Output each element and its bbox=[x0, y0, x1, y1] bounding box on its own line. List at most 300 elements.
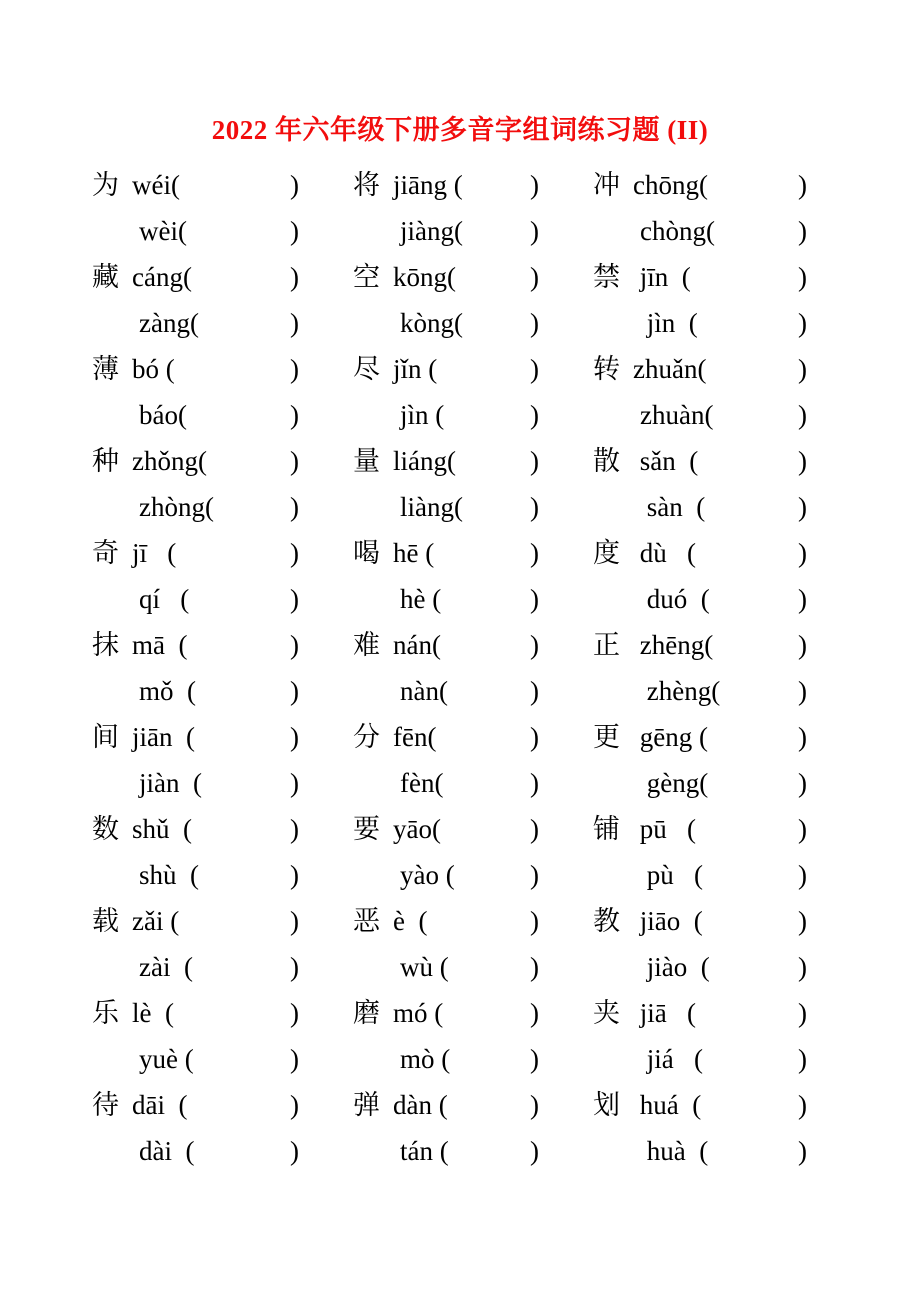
polyphone-entry bbox=[92, 162, 299, 254]
hanzi-character: 划 bbox=[593, 1090, 620, 1120]
hanzi-character: 乐 bbox=[92, 998, 119, 1028]
pinyin-reading-2: hè ( bbox=[400, 584, 442, 614]
answer-blank-1[interactable] bbox=[174, 996, 290, 1030]
hanzi-character: 数 bbox=[92, 814, 119, 844]
pinyin-reading-1: mā ( bbox=[132, 630, 188, 660]
pinyin-reading-2: shù ( bbox=[139, 860, 199, 890]
close-paren-2: ) bbox=[798, 308, 807, 338]
close-paren-1: ) bbox=[530, 446, 539, 476]
answer-blank-1[interactable] bbox=[463, 168, 530, 202]
pinyin-reading-2: wù ( bbox=[400, 952, 449, 982]
hanzi-character: 正 bbox=[593, 630, 620, 660]
hanzi-character: 将 bbox=[353, 170, 380, 200]
hanzi-character: 禁 bbox=[593, 262, 620, 292]
entry-line-2 bbox=[92, 484, 299, 530]
close-paren-1: ) bbox=[530, 722, 539, 752]
close-paren-1: ) bbox=[798, 1090, 807, 1120]
close-paren-2: ) bbox=[798, 952, 807, 982]
answer-blank-2[interactable] bbox=[713, 398, 798, 432]
entry-line-1 bbox=[353, 990, 539, 1036]
pinyin-reading-2: liàng( bbox=[400, 492, 463, 522]
answer-blank-2[interactable] bbox=[193, 950, 290, 984]
entry-line-2 bbox=[593, 392, 807, 438]
pinyin-reading-1: zǎi ( bbox=[132, 906, 180, 936]
pinyin-reading-1: kōng( bbox=[393, 262, 456, 292]
close-paren-1: ) bbox=[290, 170, 299, 200]
close-paren-1: ) bbox=[290, 262, 299, 292]
entry-line-1 bbox=[593, 438, 807, 484]
answer-blank-1[interactable] bbox=[708, 168, 798, 202]
close-paren-2: ) bbox=[290, 952, 299, 982]
hanzi-character: 度 bbox=[593, 538, 620, 568]
pinyin-reading-1: chōng( bbox=[633, 170, 708, 200]
polyphone-entry bbox=[593, 898, 807, 990]
answer-blank-1[interactable] bbox=[706, 352, 798, 386]
polyphone-entry bbox=[92, 530, 299, 622]
close-paren-2: ) bbox=[290, 768, 299, 798]
hanzi-character: 恶 bbox=[353, 906, 380, 936]
answer-blank-1[interactable] bbox=[427, 904, 530, 938]
answer-blank-1[interactable] bbox=[696, 536, 798, 570]
entry-line-2 bbox=[353, 852, 539, 898]
answer-blank-1[interactable] bbox=[698, 444, 798, 478]
hanzi-character: 待 bbox=[92, 1090, 119, 1120]
entry-line-1 bbox=[353, 530, 539, 576]
entry-line-2 bbox=[593, 1128, 807, 1174]
pinyin-reading-1: sǎn ( bbox=[633, 446, 699, 476]
close-paren-1: ) bbox=[530, 630, 539, 660]
exercise-grid bbox=[0, 162, 920, 1174]
answer-blank-2[interactable] bbox=[214, 490, 290, 524]
answer-blank-1[interactable] bbox=[179, 904, 290, 938]
hanzi-character: 种 bbox=[92, 446, 119, 476]
pinyin-reading-2: zhuàn( bbox=[640, 400, 714, 430]
entry-line-2 bbox=[353, 760, 539, 806]
hanzi-character: 为 bbox=[92, 170, 119, 200]
close-paren-2: ) bbox=[290, 676, 299, 706]
answer-blank-2[interactable] bbox=[703, 1042, 798, 1076]
polyphone-entry bbox=[593, 162, 807, 254]
entry-line-1 bbox=[92, 990, 299, 1036]
answer-blank-2[interactable] bbox=[202, 766, 290, 800]
entry-line-2 bbox=[353, 392, 539, 438]
hanzi-character: 藏 bbox=[92, 262, 119, 292]
answer-blank-2[interactable] bbox=[194, 1134, 290, 1168]
pinyin-reading-1: jiāo ( bbox=[633, 906, 703, 936]
close-paren-2: ) bbox=[798, 860, 807, 890]
answer-blank-2[interactable] bbox=[194, 1042, 290, 1076]
entry-line-1 bbox=[353, 622, 539, 668]
answer-blank-2[interactable] bbox=[449, 950, 530, 984]
polyphone-entry bbox=[92, 898, 299, 990]
polyphone-entry bbox=[353, 162, 539, 254]
entry-line-2 bbox=[353, 300, 539, 346]
answer-blank-2[interactable] bbox=[199, 306, 290, 340]
polyphone-entry bbox=[593, 530, 807, 622]
close-paren-2: ) bbox=[530, 1136, 539, 1166]
answer-blank-2[interactable] bbox=[463, 490, 530, 524]
pinyin-reading-1: gēng ( bbox=[633, 722, 708, 752]
entry-line-2 bbox=[593, 760, 807, 806]
pinyin-reading-2: pù ( bbox=[640, 860, 703, 890]
pinyin-reading-1: lè ( bbox=[132, 998, 174, 1028]
close-paren-1: ) bbox=[798, 446, 807, 476]
pinyin-reading-2: chòng( bbox=[640, 216, 715, 246]
answer-blank-2[interactable] bbox=[199, 858, 290, 892]
polyphone-entry bbox=[92, 1082, 299, 1174]
entry-line-1 bbox=[92, 622, 299, 668]
close-paren-2: ) bbox=[798, 768, 807, 798]
entry-line-1 bbox=[593, 806, 807, 852]
pinyin-reading-1: jī ( bbox=[132, 538, 177, 568]
polyphone-entry bbox=[92, 254, 299, 346]
close-paren-2: ) bbox=[798, 216, 807, 246]
pinyin-reading-2: yuè ( bbox=[139, 1044, 194, 1074]
polyphone-entry bbox=[593, 990, 807, 1082]
answer-blank-2[interactable] bbox=[189, 582, 290, 616]
close-paren-1: ) bbox=[290, 630, 299, 660]
close-paren-2: ) bbox=[798, 584, 807, 614]
entry-line-1 bbox=[353, 898, 539, 944]
answer-blank-1[interactable] bbox=[456, 444, 530, 478]
answer-blank-2[interactable] bbox=[444, 398, 530, 432]
polyphone-entry bbox=[92, 990, 299, 1082]
hanzi-character: 分 bbox=[353, 722, 380, 752]
hanzi-character: 磨 bbox=[353, 998, 380, 1028]
hanzi-character: 量 bbox=[353, 446, 380, 476]
entry-line-2 bbox=[92, 1036, 299, 1082]
hanzi-character: 散 bbox=[593, 446, 620, 476]
pinyin-reading-2: jìn ( bbox=[400, 400, 445, 430]
page-title: 2022 年六年级下册多音字组词练习题 (II) bbox=[211, 115, 709, 145]
hanzi-character: 抹 bbox=[92, 630, 119, 660]
pinyin-reading-2: qí ( bbox=[139, 584, 190, 614]
pinyin-reading-1: dù ( bbox=[633, 538, 696, 568]
close-paren-2: ) bbox=[290, 1044, 299, 1074]
close-paren-2: ) bbox=[530, 400, 539, 430]
entry-line-2 bbox=[92, 944, 299, 990]
answer-blank-1[interactable] bbox=[187, 1088, 290, 1122]
close-paren-1: ) bbox=[530, 170, 539, 200]
pinyin-reading-2: zhòng( bbox=[139, 492, 214, 522]
close-paren-1: ) bbox=[798, 814, 807, 844]
close-paren-2: ) bbox=[530, 860, 539, 890]
entry-line-2 bbox=[92, 668, 299, 714]
close-paren-2: ) bbox=[530, 1044, 539, 1074]
answer-blank-2[interactable] bbox=[450, 1042, 530, 1076]
hanzi-character: 薄 bbox=[92, 354, 119, 384]
entry-line-1 bbox=[92, 346, 299, 392]
entry-line-2 bbox=[353, 208, 539, 254]
pinyin-reading-1: mó ( bbox=[393, 998, 444, 1028]
entry-line-2 bbox=[353, 668, 539, 714]
hanzi-character: 难 bbox=[353, 630, 380, 660]
entry-line-2 bbox=[353, 484, 539, 530]
entry-line-1 bbox=[92, 898, 299, 944]
answer-blank-2[interactable] bbox=[443, 766, 530, 800]
pinyin-reading-2: jiàng( bbox=[400, 216, 463, 246]
pinyin-reading-2: fèn( bbox=[400, 768, 444, 798]
answer-blank-1[interactable] bbox=[175, 352, 290, 386]
hanzi-character: 喝 bbox=[353, 538, 380, 568]
close-paren-1: ) bbox=[530, 814, 539, 844]
pinyin-reading-2: jìn ( bbox=[640, 308, 698, 338]
entry-line-1 bbox=[593, 254, 807, 300]
pinyin-reading-2: zàng( bbox=[139, 308, 199, 338]
answer-blank-2[interactable] bbox=[441, 582, 530, 616]
close-paren-1: ) bbox=[290, 998, 299, 1028]
pinyin-reading-1: zhēng( bbox=[633, 630, 714, 660]
entry-line-2 bbox=[593, 668, 807, 714]
entry-line-1 bbox=[92, 714, 299, 760]
entry-line-2 bbox=[92, 760, 299, 806]
close-paren-2: ) bbox=[290, 1136, 299, 1166]
polyphone-entry bbox=[353, 714, 539, 806]
entry-line-1 bbox=[92, 438, 299, 484]
entry-line-1 bbox=[593, 622, 807, 668]
pinyin-reading-2: jiào ( bbox=[640, 952, 710, 982]
close-paren-2: ) bbox=[798, 1136, 807, 1166]
answer-blank-1[interactable] bbox=[691, 260, 798, 294]
close-paren-2: ) bbox=[290, 216, 299, 246]
answer-blank-1[interactable] bbox=[192, 260, 290, 294]
answer-blank-1[interactable] bbox=[441, 812, 530, 846]
pinyin-reading-2: huà ( bbox=[640, 1136, 709, 1166]
answer-blank-1[interactable] bbox=[180, 168, 290, 202]
close-paren-1: ) bbox=[290, 722, 299, 752]
close-paren-1: ) bbox=[798, 722, 807, 752]
polyphone-entry bbox=[353, 254, 539, 346]
close-paren-2: ) bbox=[290, 400, 299, 430]
pinyin-reading-1: dàn ( bbox=[393, 1090, 448, 1120]
close-paren-2: ) bbox=[530, 952, 539, 982]
polyphone-entry bbox=[92, 806, 299, 898]
pinyin-reading-1: fēn( bbox=[393, 722, 437, 752]
entry-line-2 bbox=[593, 576, 807, 622]
hanzi-character: 要 bbox=[353, 814, 380, 844]
hanzi-character: 更 bbox=[593, 722, 620, 752]
pinyin-reading-1: è ( bbox=[393, 906, 428, 936]
pinyin-reading-2: dài ( bbox=[139, 1136, 195, 1166]
polyphone-entry bbox=[353, 1082, 539, 1174]
pinyin-reading-1: jiān ( bbox=[132, 722, 195, 752]
entry-line-2 bbox=[593, 300, 807, 346]
polyphone-entry bbox=[353, 622, 539, 714]
entry-line-2 bbox=[353, 944, 539, 990]
polyphone-entry bbox=[92, 622, 299, 714]
polyphone-entry bbox=[593, 254, 807, 346]
close-paren-1: ) bbox=[530, 354, 539, 384]
close-paren-1: ) bbox=[530, 998, 539, 1028]
entry-line-1 bbox=[353, 714, 539, 760]
answer-blank-1[interactable] bbox=[696, 996, 798, 1030]
close-paren-2: ) bbox=[530, 308, 539, 338]
answer-blank-1[interactable] bbox=[443, 996, 530, 1030]
pinyin-reading-2: mǒ ( bbox=[139, 676, 196, 706]
entry-line-2 bbox=[353, 1128, 539, 1174]
answer-blank-1[interactable] bbox=[448, 1088, 530, 1122]
answer-blank-2[interactable] bbox=[196, 674, 290, 708]
hanzi-character: 冲 bbox=[593, 170, 620, 200]
answer-blank-1[interactable] bbox=[434, 536, 530, 570]
answer-blank-2[interactable] bbox=[703, 858, 798, 892]
answer-blank-2[interactable] bbox=[698, 306, 798, 340]
pinyin-reading-2: duó ( bbox=[640, 584, 710, 614]
pinyin-reading-1: dāi ( bbox=[132, 1090, 188, 1120]
pinyin-reading-1: jiāng ( bbox=[393, 170, 463, 200]
close-paren-1: ) bbox=[290, 906, 299, 936]
close-paren-2: ) bbox=[798, 492, 807, 522]
pinyin-reading-1: yāo( bbox=[393, 814, 441, 844]
close-paren-1: ) bbox=[530, 538, 539, 568]
entry-line-1 bbox=[593, 162, 807, 208]
answer-blank-1[interactable] bbox=[703, 904, 798, 938]
polyphone-entry bbox=[593, 622, 807, 714]
answer-blank-2[interactable] bbox=[708, 766, 798, 800]
close-paren-2: ) bbox=[530, 676, 539, 706]
polyphone-entry bbox=[353, 438, 539, 530]
pinyin-reading-2: gèng( bbox=[640, 768, 709, 798]
close-paren-1: ) bbox=[798, 538, 807, 568]
hanzi-character: 弹 bbox=[353, 1090, 380, 1120]
hanzi-character: 铺 bbox=[593, 814, 620, 844]
answer-blank-2[interactable] bbox=[463, 306, 530, 340]
close-paren-1: ) bbox=[530, 262, 539, 292]
answer-blank-2[interactable] bbox=[708, 1134, 798, 1168]
answer-blank-1[interactable] bbox=[437, 352, 530, 386]
entry-line-2 bbox=[92, 576, 299, 622]
pinyin-reading-1: jiā ( bbox=[633, 998, 696, 1028]
polyphone-entry bbox=[593, 346, 807, 438]
close-paren-2: ) bbox=[530, 492, 539, 522]
entry-line-2 bbox=[593, 1036, 807, 1082]
answer-blank-2[interactable] bbox=[449, 1134, 530, 1168]
hanzi-character: 空 bbox=[353, 262, 380, 292]
polyphone-entry bbox=[353, 898, 539, 990]
entry-line-2 bbox=[593, 484, 807, 530]
hanzi-character: 夹 bbox=[593, 998, 620, 1028]
answer-blank-1[interactable] bbox=[436, 720, 530, 754]
entry-line-1 bbox=[92, 1082, 299, 1128]
answer-blank-1[interactable] bbox=[701, 1088, 798, 1122]
polyphone-entry bbox=[593, 714, 807, 806]
answer-blank-2[interactable] bbox=[710, 582, 798, 616]
pinyin-reading-2: jiàn ( bbox=[139, 768, 202, 798]
answer-blank-1[interactable] bbox=[195, 720, 290, 754]
entry-line-2 bbox=[92, 1128, 299, 1174]
polyphone-entry bbox=[353, 806, 539, 898]
answer-blank-2[interactable] bbox=[463, 214, 530, 248]
answer-blank-1[interactable] bbox=[192, 812, 290, 846]
pinyin-reading-2: tán ( bbox=[400, 1136, 449, 1166]
hanzi-character: 载 bbox=[92, 906, 119, 936]
entry-line-2 bbox=[593, 944, 807, 990]
answer-blank-2[interactable] bbox=[715, 214, 798, 248]
pinyin-reading-1: jǐn ( bbox=[393, 354, 438, 384]
entry-line-1 bbox=[353, 1082, 539, 1128]
polyphone-entry bbox=[353, 346, 539, 438]
pinyin-reading-2: mò ( bbox=[400, 1044, 451, 1074]
entry-line-1 bbox=[353, 806, 539, 852]
entry-line-1 bbox=[593, 714, 807, 760]
close-paren-2: ) bbox=[290, 308, 299, 338]
entry-line-1 bbox=[353, 346, 539, 392]
entry-line-1 bbox=[92, 806, 299, 852]
answer-blank-2[interactable] bbox=[187, 398, 290, 432]
close-paren-2: ) bbox=[290, 860, 299, 890]
pinyin-reading-1: zhǒng( bbox=[132, 446, 207, 476]
close-paren-1: ) bbox=[290, 446, 299, 476]
close-paren-2: ) bbox=[530, 768, 539, 798]
entry-line-2 bbox=[353, 576, 539, 622]
answer-blank-1[interactable] bbox=[708, 720, 798, 754]
entry-line-1 bbox=[353, 254, 539, 300]
entry-line-1 bbox=[353, 438, 539, 484]
close-paren-1: ) bbox=[798, 998, 807, 1028]
polyphone-entry bbox=[593, 438, 807, 530]
close-paren-1: ) bbox=[290, 538, 299, 568]
answer-blank-2[interactable] bbox=[187, 214, 290, 248]
pinyin-reading-2: sàn ( bbox=[640, 492, 706, 522]
answer-blank-1[interactable] bbox=[456, 260, 530, 294]
answer-blank-1[interactable] bbox=[176, 536, 290, 570]
pinyin-reading-1: jīn ( bbox=[633, 262, 691, 292]
pinyin-reading-1: liáng( bbox=[393, 446, 456, 476]
hanzi-character: 尽 bbox=[353, 354, 380, 384]
close-paren-2: ) bbox=[530, 584, 539, 614]
answer-blank-1[interactable] bbox=[187, 628, 290, 662]
pinyin-reading-1: bó ( bbox=[132, 354, 175, 384]
pinyin-reading-1: huá ( bbox=[633, 1090, 702, 1120]
pinyin-reading-1: cáng( bbox=[132, 262, 192, 292]
pinyin-reading-2: nàn( bbox=[400, 676, 448, 706]
entry-line-1 bbox=[353, 162, 539, 208]
polyphone-entry bbox=[353, 530, 539, 622]
pinyin-reading-2: wèi( bbox=[139, 216, 187, 246]
answer-blank-1[interactable] bbox=[207, 444, 290, 478]
close-paren-1: ) bbox=[798, 906, 807, 936]
entry-line-2 bbox=[593, 852, 807, 898]
entry-line-2 bbox=[353, 1036, 539, 1082]
entry-line-1 bbox=[593, 898, 807, 944]
close-paren-1: ) bbox=[798, 354, 807, 384]
close-paren-2: ) bbox=[798, 400, 807, 430]
answer-blank-2[interactable] bbox=[455, 858, 530, 892]
pinyin-reading-1: wéi( bbox=[132, 170, 180, 200]
answer-blank-2[interactable] bbox=[710, 950, 798, 984]
entry-line-2 bbox=[92, 392, 299, 438]
pinyin-reading-2: kòng( bbox=[400, 308, 463, 338]
answer-blank-2[interactable] bbox=[448, 674, 530, 708]
entry-line-1 bbox=[92, 530, 299, 576]
answer-blank-1[interactable] bbox=[713, 628, 798, 662]
entry-line-2 bbox=[92, 208, 299, 254]
close-paren-2: ) bbox=[798, 676, 807, 706]
close-paren-1: ) bbox=[290, 1090, 299, 1120]
answer-blank-1[interactable] bbox=[696, 812, 798, 846]
close-paren-1: ) bbox=[798, 630, 807, 660]
answer-blank-2[interactable] bbox=[720, 674, 798, 708]
entry-line-1 bbox=[593, 530, 807, 576]
pinyin-reading-2: zhèng( bbox=[640, 676, 721, 706]
entry-line-2 bbox=[92, 852, 299, 898]
pinyin-reading-1: shǔ ( bbox=[132, 814, 192, 844]
answer-blank-1[interactable] bbox=[441, 628, 530, 662]
answer-blank-2[interactable] bbox=[705, 490, 798, 524]
hanzi-character: 转 bbox=[593, 354, 620, 384]
hanzi-character: 间 bbox=[92, 722, 119, 752]
polyphone-entry bbox=[353, 990, 539, 1082]
